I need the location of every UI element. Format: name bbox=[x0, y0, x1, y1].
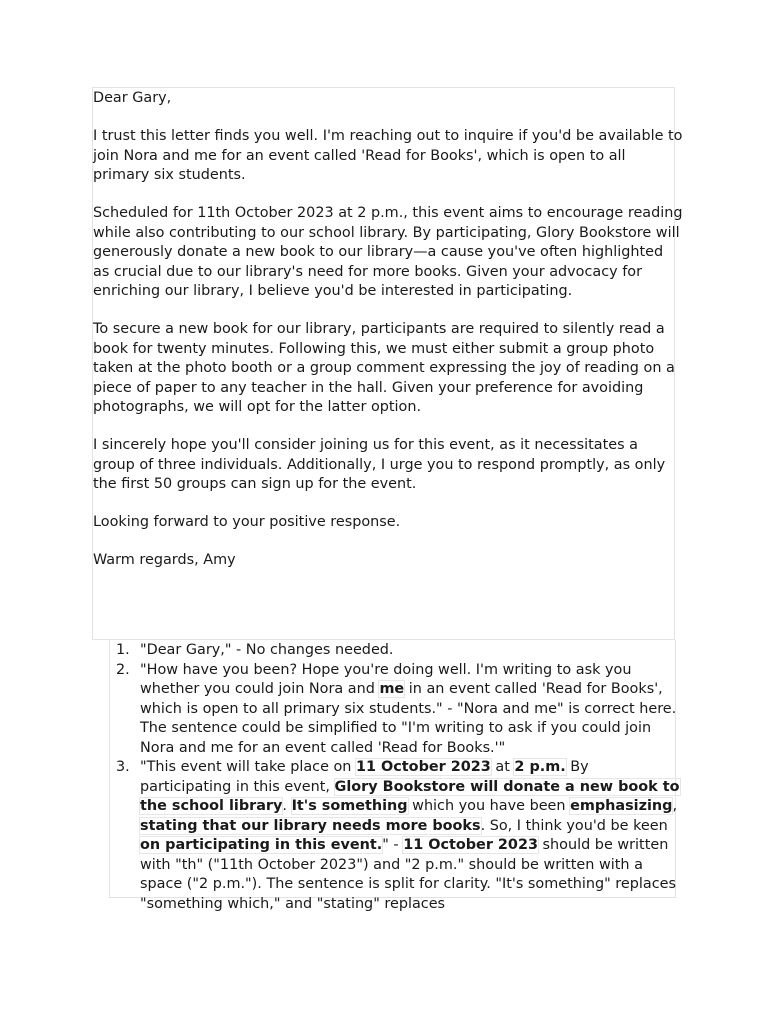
letter-closing: Warm regards, Amy bbox=[93, 552, 236, 568]
highlighted-phrase: on participating in this event. bbox=[140, 837, 383, 853]
letter-paragraph-3: To secure a new book for our library, participants are required to silently read a book for twenty minutes. Following this, we must either submit a group photo taken at the photo booth or a group comment expressing the joy of reading on a piece of paper to any teacher in the hall. Given your preference for avoiding photographs, we will opt for the latter option. bbox=[93, 321, 675, 415]
correction-number: 2. bbox=[116, 661, 130, 678]
highlighted-phrase: stating that our library needs more books bbox=[140, 817, 481, 834]
corrections-box bbox=[109, 640, 680, 912]
correction-item-1 bbox=[110, 641, 680, 661]
correction-text: . So, I think you'd be keen bbox=[480, 817, 668, 834]
correction-number: 3. bbox=[116, 759, 130, 775]
letter-body bbox=[93, 88, 683, 571]
highlighted-phrase: me bbox=[379, 681, 405, 697]
correction-text: "Dear Gary," - No changes needed. bbox=[140, 642, 394, 658]
highlighted-phrase: emphasizing bbox=[570, 798, 673, 814]
correction-text: in an event called 'Read for Books', which is open to all primary six students." - "Nora and me" is correct here. The sentence could be simplified to "I'm writing to ask if you could join Nora and me for an event called 'Read for Books.'" bbox=[140, 681, 677, 756]
letter-paragraph-4: I sincerely hope you'll consider joining us for this event, as it necessitates a group of three individuals. Additionally, I urge you to respond promptly, as only the first 50 groups can sign up for the event. bbox=[93, 437, 666, 492]
highlighted-phrase: 11 October 2023 bbox=[403, 837, 538, 853]
correction-text: , bbox=[672, 798, 678, 814]
correction-text: at bbox=[490, 759, 515, 775]
correction-text: which you have been bbox=[407, 798, 571, 814]
correction-text: "This event will take place on bbox=[140, 759, 356, 775]
letter-box bbox=[92, 87, 683, 640]
correction-number: 1. bbox=[116, 642, 130, 658]
letter-greeting: Dear Gary, bbox=[93, 90, 172, 106]
correction-item-3 bbox=[110, 758, 680, 914]
letter-paragraph-2: Scheduled for 11th October 2023 at 2 p.m., this event aims to encourage reading while also contributing to our school library. By participating, Glory Bookstore will generously donate a new book to our library—a cause you've often highlighted as crucial due to our library's need for more books. Given your advocacy for enriching our library, I believe you'd be interested in participating. bbox=[93, 205, 683, 299]
correction-text: By participating in this event, bbox=[140, 759, 589, 795]
correction-text: should be written with "th" ("11th October 2023") and "2 p.m." should be written with a space ("2 p.m."). The sentence is split for clarity. "It's something" replaces "something which," and "stating" replaces bbox=[140, 837, 676, 912]
highlighted-phrase: It's something bbox=[291, 798, 408, 814]
correction-text: . bbox=[282, 798, 292, 814]
highlighted-phrase: 2 p.m. bbox=[514, 759, 566, 775]
highlighted-phrase: 11 October 2023 bbox=[356, 759, 491, 775]
correction-item-2 bbox=[110, 661, 680, 759]
highlighted-phrase: Glory Bookstore will donate a new book to the school library bbox=[140, 778, 680, 814]
corrections-list bbox=[110, 641, 680, 914]
letter-paragraph-1: I trust this letter finds you well. I'm reaching out to inquire if you'd be available to join Nora and me for an event called 'Read for Books', which is open to all primary six students. bbox=[93, 128, 683, 183]
letter-paragraph-5: Looking forward to your positive response. bbox=[93, 514, 401, 530]
correction-text: "How have you been? Hope you're doing well. I'm writing to ask you whether you could join Nora and bbox=[140, 661, 632, 697]
correction-text: " - bbox=[382, 837, 404, 853]
